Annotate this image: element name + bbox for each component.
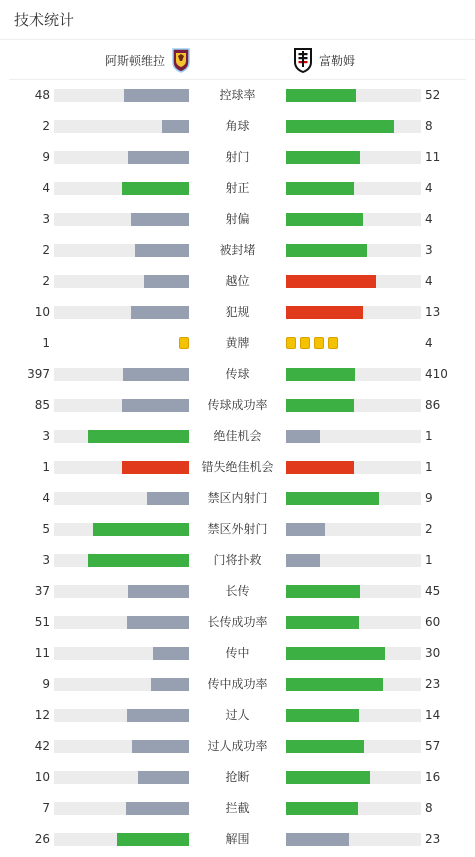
- away-stat-value: 4: [425, 181, 433, 195]
- stat-label: 禁区内射门: [207, 491, 268, 505]
- home-stat-value: 48: [34, 88, 50, 102]
- home-stat-bar-fill: [88, 430, 189, 443]
- away-stat-bar-fill: [286, 616, 359, 629]
- stat-label: 禁区外射门: [207, 522, 268, 536]
- away-stat-bar: [286, 306, 421, 319]
- away-stat-value: 57: [425, 739, 441, 753]
- home-stat-value: 26: [34, 832, 50, 846]
- home-stat-bar-fill: [122, 399, 190, 412]
- away-stat-bar: [286, 244, 421, 257]
- home-stat-value: 51: [34, 615, 50, 629]
- stat-row: [0, 111, 475, 142]
- away-stat-value: 1: [425, 429, 433, 443]
- stat-row: [0, 483, 475, 514]
- home-stat-bar: [54, 244, 189, 257]
- away-stat-bar-fill: [286, 740, 364, 753]
- away-stat-bar: [286, 802, 421, 815]
- away-stat-value: 2: [425, 522, 433, 536]
- away-stat-value: 9: [425, 491, 433, 505]
- home-stat-bar-fill: [88, 554, 189, 567]
- home-stat-bar-fill: [138, 771, 189, 784]
- stat-row: [0, 669, 475, 700]
- away-stat-value: 16: [425, 770, 441, 784]
- home-stat-bar: [54, 802, 189, 815]
- home-stat-bar-fill: [151, 678, 189, 691]
- home-stat-value: 397: [27, 367, 50, 381]
- home-stat-bar: [54, 182, 189, 195]
- away-stat-bar-fill: [286, 368, 355, 381]
- stat-row: [0, 235, 475, 266]
- stat-label: 拦截: [225, 801, 250, 815]
- away-stat-bar: [286, 523, 421, 536]
- home-stat-bar: [54, 554, 189, 567]
- away-team[interactable]: [293, 40, 355, 80]
- stat-label: 角球: [225, 119, 250, 133]
- home-stat-bar: [54, 771, 189, 784]
- stat-label: 犯规: [225, 305, 250, 319]
- home-stat-value: 5: [42, 522, 50, 536]
- home-stat-bar-fill: [131, 213, 189, 226]
- home-stat-bar-fill: [127, 709, 189, 722]
- away-stat-value: 23: [425, 832, 441, 846]
- home-stat-bar: [54, 89, 189, 102]
- away-stat-bar: [286, 213, 421, 226]
- stat-row: [0, 700, 475, 731]
- home-stat-bar-fill: [122, 182, 190, 195]
- away-stat-bar-fill: [286, 89, 356, 102]
- stat-label: 控球率: [219, 88, 256, 102]
- home-stat-value: 4: [42, 491, 50, 505]
- stat-label: 传中成功率: [207, 677, 268, 691]
- away-stat-bar-fill: [286, 492, 379, 505]
- away-stat-value: 60: [425, 615, 441, 629]
- home-stat-value: 7: [42, 801, 50, 815]
- home-stat-bar-fill: [122, 461, 190, 474]
- away-stat-bar: [286, 399, 421, 412]
- away-stat-bar-fill: [286, 833, 349, 846]
- away-stat-bar-fill: [286, 244, 367, 257]
- away-stat-value: 45: [425, 584, 441, 598]
- home-team-name: 阿斯顿维拉: [104, 53, 165, 68]
- home-stat-bar: [54, 213, 189, 226]
- home-stat-value: 1: [42, 460, 50, 474]
- home-stat-value: 42: [34, 739, 50, 753]
- stat-label: 传中: [225, 646, 250, 660]
- home-stat-value: 12: [34, 708, 50, 722]
- away-stat-bar: [286, 833, 421, 846]
- away-stat-bar-fill: [286, 306, 363, 319]
- stat-label: 射正: [225, 181, 250, 195]
- away-stat-value: 8: [425, 119, 433, 133]
- away-stat-bar: [286, 275, 421, 288]
- stat-label: 被封堵: [219, 243, 256, 257]
- away-stat-bar: [286, 430, 421, 443]
- home-stat-bar: [54, 306, 189, 319]
- away-stat-value: 1: [425, 553, 433, 567]
- away-stat-bar: [286, 151, 421, 164]
- stat-row: [0, 359, 475, 390]
- teams-row: [9, 40, 466, 80]
- away-stat-bar-fill: [286, 554, 320, 567]
- home-stat-bar: [54, 709, 189, 722]
- home-stat-bar-fill: [132, 740, 189, 753]
- home-stat-bar-fill: [144, 275, 189, 288]
- home-stat-bar: [54, 647, 189, 660]
- home-stat-bar: [54, 399, 189, 412]
- home-stat-value: 37: [34, 584, 50, 598]
- away-stat-bar: [286, 368, 421, 381]
- stat-row: [0, 297, 475, 328]
- home-stat-bar: [54, 492, 189, 505]
- away-stat-value: 86: [425, 398, 441, 412]
- stat-row: [0, 576, 475, 607]
- home-stat-value: 2: [42, 119, 50, 133]
- away-stat-bar: [286, 492, 421, 505]
- home-yellow-cards: [179, 337, 189, 349]
- stat-label: 传球: [225, 367, 250, 381]
- home-stat-bar: [54, 523, 189, 536]
- away-stat-value: 52: [425, 88, 441, 102]
- home-stat-bar-fill: [135, 244, 189, 257]
- stat-label: 门将扑救: [213, 553, 262, 567]
- away-stat-value: 1: [425, 460, 433, 474]
- yellow-card-icon: [328, 337, 338, 349]
- home-stat-bar-fill: [126, 802, 189, 815]
- away-stat-bar-fill: [286, 771, 370, 784]
- home-stat-value: 9: [42, 150, 50, 164]
- page-title: 技术统计: [14, 11, 75, 29]
- home-stat-bar-fill: [128, 585, 189, 598]
- home-stat-bar: [54, 678, 189, 691]
- away-stat-value: 11: [425, 150, 441, 164]
- yellow-card-icon: [286, 337, 296, 349]
- stat-row: [0, 452, 475, 483]
- away-stat-bar-fill: [286, 647, 385, 660]
- away-stat-bar-fill: [286, 213, 363, 226]
- stat-label: 长传成功率: [207, 615, 268, 629]
- away-stat-bar: [286, 89, 421, 102]
- stat-row: [0, 142, 475, 173]
- stat-row: [0, 421, 475, 452]
- away-stat-value: 30: [425, 646, 441, 660]
- stat-row: [0, 514, 475, 545]
- stats-header: [0, 0, 475, 40]
- home-stat-bar-fill: [131, 306, 189, 319]
- away-stat-bar: [286, 647, 421, 660]
- home-stat-bar: [54, 151, 189, 164]
- aston-villa-crest-icon: [171, 47, 191, 73]
- home-stat-bar-fill: [147, 492, 189, 505]
- away-yellow-cards: [286, 337, 338, 349]
- fulham-crest-icon: [293, 47, 313, 73]
- yellow-card-icon: [179, 337, 189, 349]
- away-stat-bar-fill: [286, 461, 354, 474]
- home-stat-bar-fill: [153, 647, 189, 660]
- stat-label: 射门: [225, 150, 250, 164]
- home-stat-bar-fill: [123, 368, 189, 381]
- stat-row: [0, 80, 475, 111]
- away-stat-bar-fill: [286, 399, 354, 412]
- away-stat-bar-fill: [286, 120, 394, 133]
- stat-row: [0, 607, 475, 638]
- home-stat-bar-fill: [162, 120, 189, 133]
- stat-label: 黄牌: [225, 336, 250, 350]
- home-stat-bar-fill: [128, 151, 189, 164]
- away-stat-bar-fill: [286, 151, 360, 164]
- away-stat-bar: [286, 120, 421, 133]
- away-stat-value: 4: [425, 274, 433, 288]
- home-stat-value: 11: [34, 646, 50, 660]
- home-stat-bar: [54, 275, 189, 288]
- stat-row: [0, 638, 475, 669]
- stat-label: 绝佳机会: [213, 429, 262, 443]
- home-stat-value: 3: [42, 429, 50, 443]
- yellow-card-icon: [300, 337, 310, 349]
- stat-row: [0, 793, 475, 824]
- stat-label: 错失绝佳机会: [201, 460, 274, 474]
- away-stat-bar: [286, 709, 421, 722]
- away-stat-value: 13: [425, 305, 441, 319]
- away-stat-bar-fill: [286, 182, 354, 195]
- stat-label: 抢断: [225, 770, 250, 784]
- away-stat-value: 4: [425, 336, 433, 350]
- away-stat-bar-fill: [286, 709, 359, 722]
- stat-label: 越位: [225, 274, 250, 288]
- away-stat-bar-fill: [286, 678, 383, 691]
- away-stat-bar: [286, 554, 421, 567]
- home-stat-value: 3: [42, 212, 50, 226]
- home-stat-value: 2: [42, 274, 50, 288]
- stat-row: [0, 545, 475, 576]
- away-stat-value: 23: [425, 677, 441, 691]
- home-stat-bar: [54, 833, 189, 846]
- home-stat-value: 3: [42, 553, 50, 567]
- away-stat-bar: [286, 182, 421, 195]
- away-stat-bar-fill: [286, 802, 358, 815]
- home-stat-value: 9: [42, 677, 50, 691]
- stat-row: [0, 266, 475, 297]
- away-stat-value: 14: [425, 708, 441, 722]
- away-stat-bar: [286, 678, 421, 691]
- away-stat-value: 3: [425, 243, 433, 257]
- away-team-name: 富勒姆: [319, 53, 356, 68]
- home-stat-bar-fill: [117, 833, 189, 846]
- home-stat-bar: [54, 740, 189, 753]
- stat-row: [0, 173, 475, 204]
- away-stat-value: 8: [425, 801, 433, 815]
- stat-row: [0, 824, 475, 855]
- home-stat-bar-fill: [93, 523, 189, 536]
- home-stat-bar-fill: [124, 89, 189, 102]
- home-stat-bar: [54, 120, 189, 133]
- away-stat-bar: [286, 771, 421, 784]
- stat-label: 解围: [225, 832, 250, 846]
- away-stat-bar: [286, 616, 421, 629]
- away-stat-bar-fill: [286, 523, 325, 536]
- home-stat-bar: [54, 368, 189, 381]
- away-stat-bar-fill: [286, 585, 360, 598]
- home-stat-bar-fill: [127, 616, 189, 629]
- home-stat-value: 1: [42, 336, 50, 350]
- away-stat-value: 410: [425, 367, 448, 381]
- stats-list: [0, 80, 475, 855]
- away-stat-bar: [286, 740, 421, 753]
- away-stat-value: 4: [425, 212, 433, 226]
- home-stat-value: 10: [34, 305, 50, 319]
- home-team[interactable]: [105, 40, 191, 80]
- stat-row: [0, 762, 475, 793]
- away-stat-bar-fill: [286, 275, 376, 288]
- away-stat-bar-fill: [286, 430, 320, 443]
- stat-label: 长传: [225, 584, 250, 598]
- home-stat-bar: [54, 461, 189, 474]
- home-stat-bar: [54, 585, 189, 598]
- stat-label: 过人成功率: [207, 739, 268, 753]
- away-stat-bar: [286, 461, 421, 474]
- home-stat-bar: [54, 430, 189, 443]
- stat-label: 过人: [225, 708, 250, 722]
- stat-row: [0, 204, 475, 235]
- away-stat-bar: [286, 585, 421, 598]
- home-stat-value: 85: [34, 398, 50, 412]
- stat-row: [0, 731, 475, 762]
- home-stat-bar: [54, 616, 189, 629]
- stat-row: [0, 328, 475, 359]
- stat-row: [0, 390, 475, 421]
- stat-label: 传球成功率: [207, 398, 268, 412]
- stat-label: 射偏: [225, 212, 250, 226]
- yellow-card-icon: [314, 337, 324, 349]
- home-stat-value: 10: [34, 770, 50, 784]
- home-stat-value: 2: [42, 243, 50, 257]
- home-stat-value: 4: [42, 181, 50, 195]
